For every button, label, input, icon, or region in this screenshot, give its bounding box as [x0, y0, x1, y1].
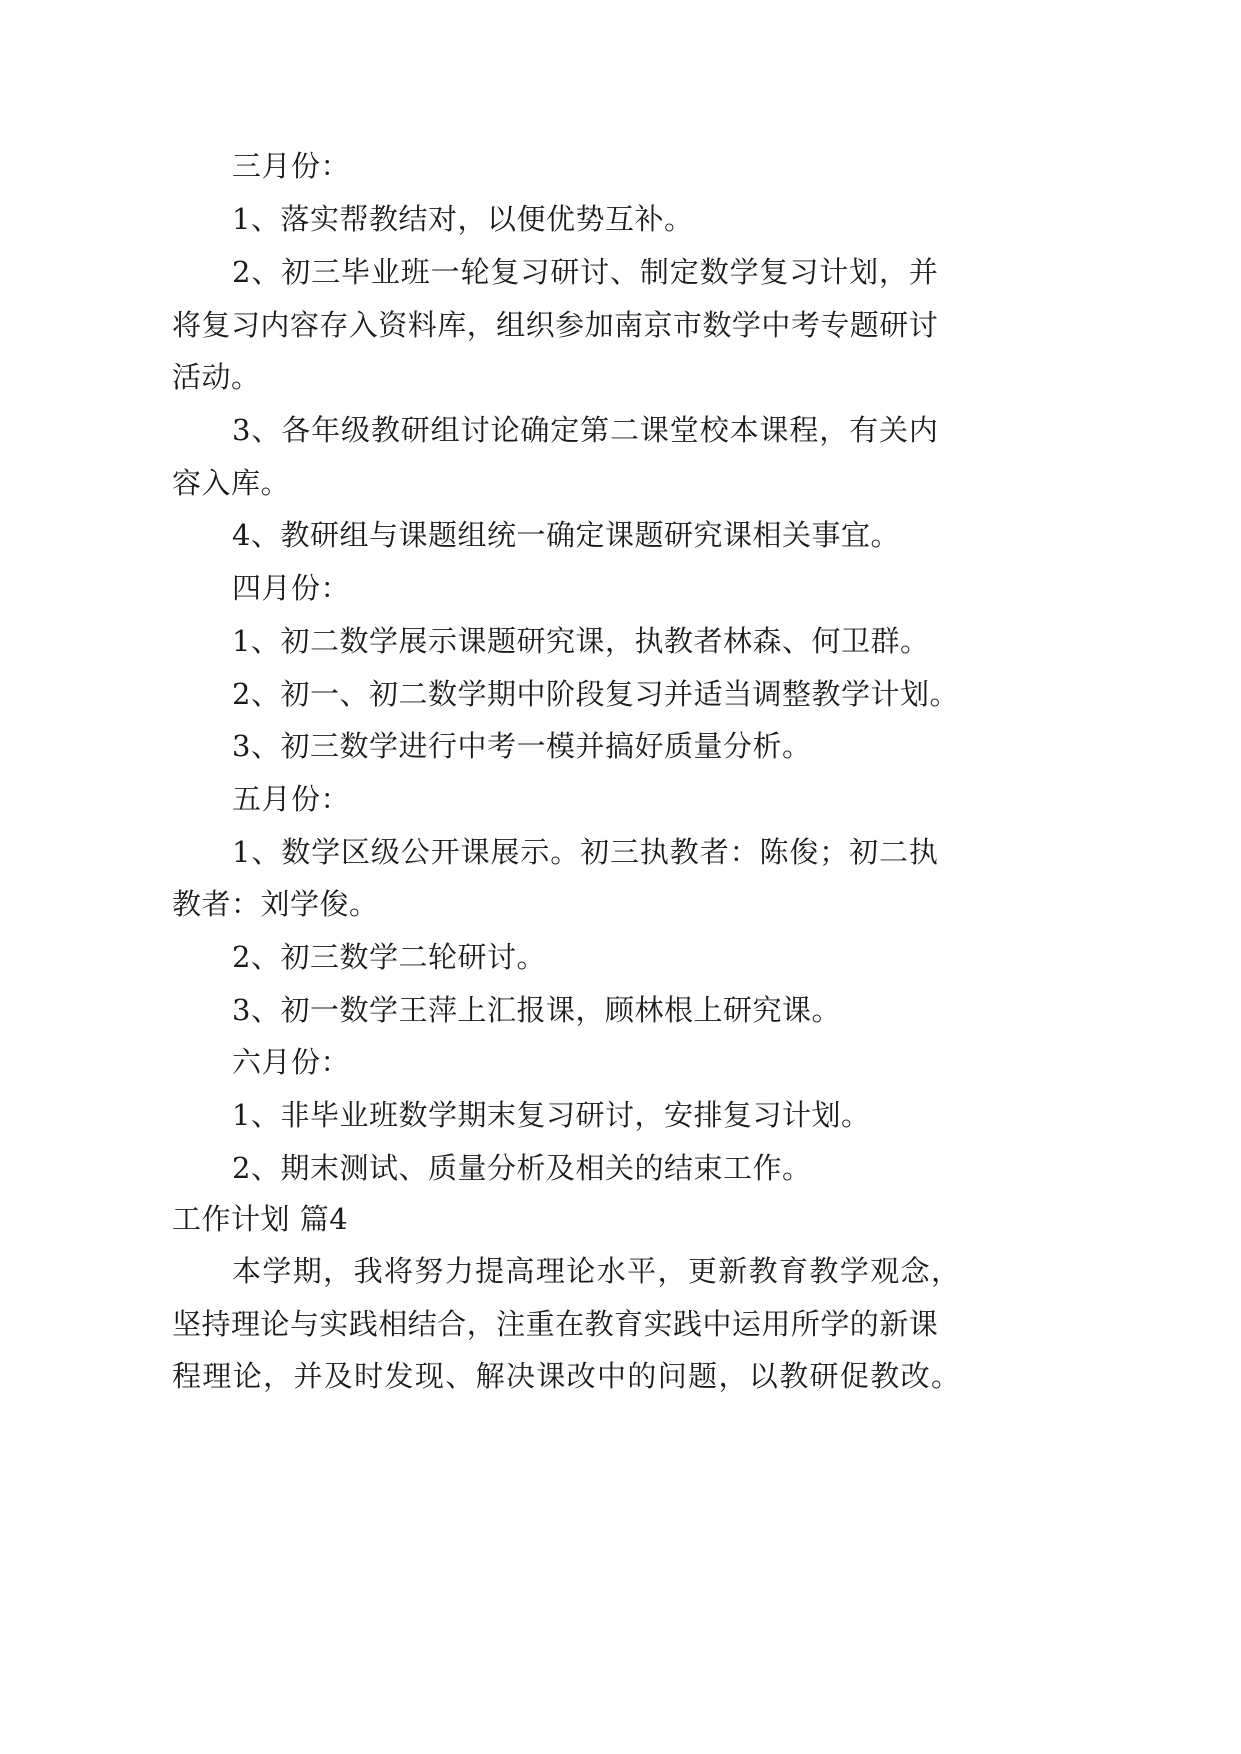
may-item-3: 3、初一数学王萍上汇报课，顾林根上研究课。: [232, 993, 841, 1027]
april-item-3: 3、初三数学进行中考一模并搞好质量分析。: [232, 729, 812, 763]
june-heading: 六月份：: [232, 1045, 351, 1079]
june-item-1: 1、非毕业班数学期末复习研讨，安排复习计划。: [232, 1098, 871, 1132]
march-item-3-line-1: 3 、 各 年 级 教 研 组 讨 论 确 定 第 二 课 堂 校 本 课 程 ， 有 关 内: [232, 413, 938, 447]
may-item-2: 2、初三数学二轮研讨。: [232, 940, 546, 974]
march-item-2-line-3: 活动。: [172, 360, 261, 394]
may-item-1-line-1: 1 、 数 学 区 级 公 开 课 展 示 。 初 三 执 教 者 ： 陈 俊 ； 初 二 执: [232, 835, 938, 869]
section-4-para-line-2: 坚 持 理 论 与 实 践 相 结 合 ， 注 重 在 教 育 实 践 中 运 用 所 学 的 新 课: [172, 1307, 938, 1341]
section-4-para-line-1: 本 学 期 ， 我 将 努 力 提 高 理 论 水 平 ， 更 新 教 育 教 学 观 念 ，: [232, 1254, 960, 1288]
march-item-3-line-2: 容入库。: [172, 466, 291, 500]
section-4-title: 工作计划 篇4: [172, 1202, 349, 1236]
may-heading: 五月份：: [232, 782, 351, 816]
june-item-2: 2、期末测试、质量分析及相关的结束工作。: [232, 1151, 812, 1185]
march-heading: 三月份：: [232, 149, 351, 183]
may-item-1-line-2: 教者：刘学俊。: [172, 887, 379, 921]
section-4-para-line-3: 程 理 论 ， 并 及 时 发 现 、 解 决 课 改 中 的 问 题 ， 以 教 研 促 教 改 。: [172, 1359, 960, 1393]
april-heading: 四月份：: [232, 571, 351, 605]
april-item-2: 2、初一、初二数学期中阶段复习并适当调整教学计划。: [232, 677, 959, 711]
march-item-2-line-2: 将 复 习 内 容 存 入 资 料 库 ， 组 织 参 加 南 京 市 数 学 中 考 专 题 研 讨: [172, 308, 938, 342]
march-item-1: 1、落实帮教结对，以便优势互补。: [232, 202, 694, 236]
march-item-2-line-1: 2 、 初 三 毕 业 班 一 轮 复 习 研 讨 、 制 定 数 学 复 习 计 划 ， 并: [232, 255, 938, 289]
march-item-4: 4、教研组与课题组统一确定课题研究课相关事宜。: [232, 518, 900, 552]
april-item-1: 1、初二数学展示课题研究课，执教者林森、何卫群。: [232, 624, 930, 658]
